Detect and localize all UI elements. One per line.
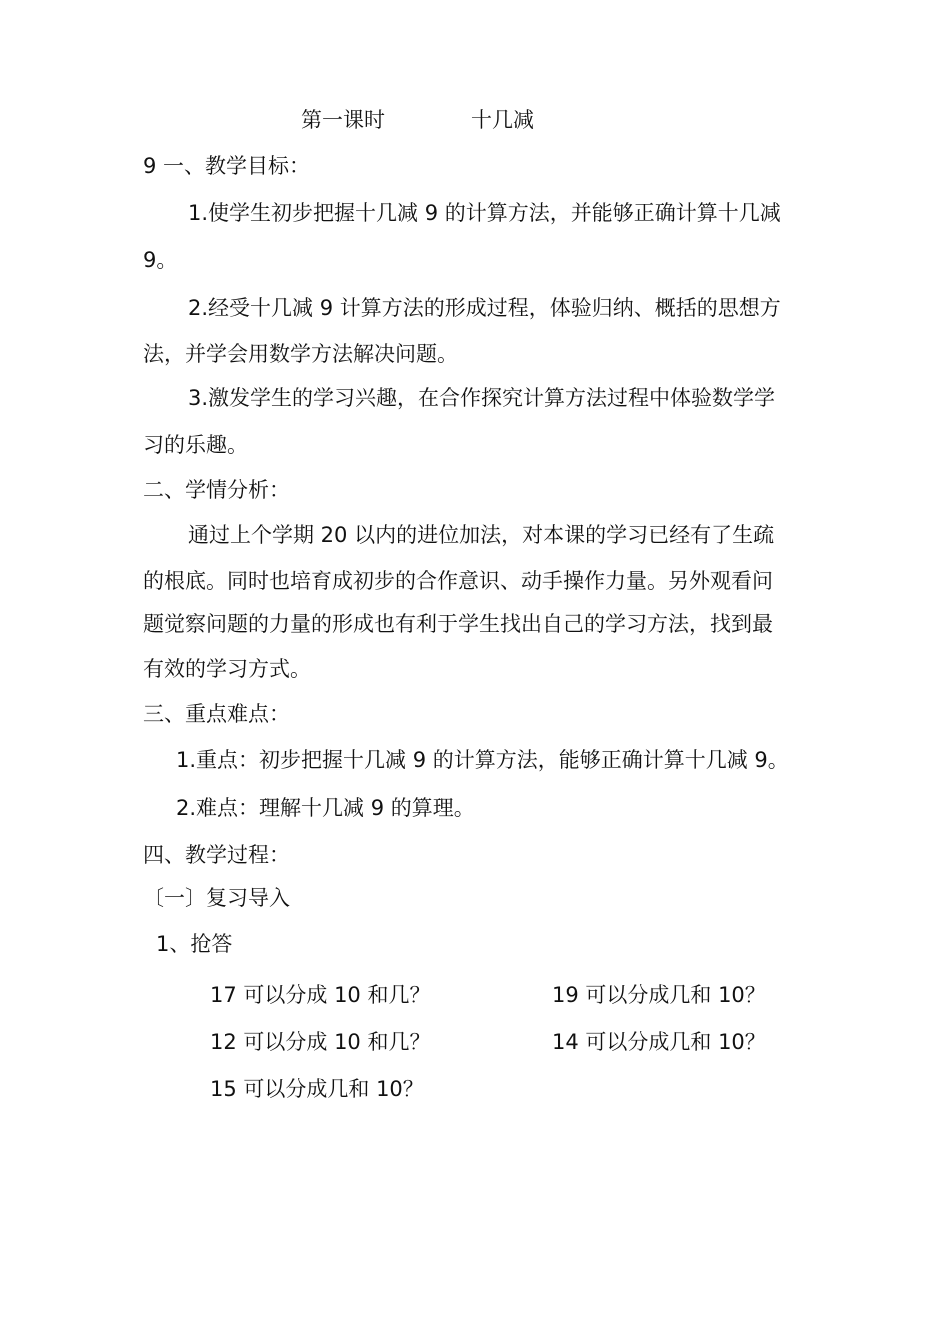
analysis-line4: 有效的学习方式。 xyxy=(143,657,311,681)
question-item: 17 可以分成 10 和几？ xyxy=(210,983,431,1007)
question-item: 12 可以分成 10 和几？ xyxy=(210,1030,431,1054)
section-heading-objectives: 9 一、教学目标： xyxy=(143,154,311,178)
analysis-line2: 的根底。同时也培育成初步的合作意识、动手操作力量。另外观看问 xyxy=(143,569,773,593)
analysis-line1: 通过上个学期 20 以内的进位加法，对本课的学习已经有了生疏 xyxy=(188,523,775,547)
subsection-review: 〔一〕复习导入 xyxy=(143,886,290,910)
objective-1-line1: 1.使学生初步把握十几减 9 的计算方法，并能够正确计算十几减 xyxy=(188,201,781,225)
analysis-line3: 题觉察问题的力量的形成也有利于学生找出自己的学习方法，找到最 xyxy=(143,612,773,636)
review-item-quick-answer: 1、抢答 xyxy=(156,932,233,956)
objective-3-line2: 习的乐趣。 xyxy=(143,433,248,457)
section-heading-analysis: 二、学情分析： xyxy=(143,478,290,502)
difficulty-point: 2.难点：理解十几减 9 的算理。 xyxy=(176,796,475,820)
key-point: 1.重点：初步把握十几减 9 的计算方法，能够正确计算十几减 9。 xyxy=(176,748,789,772)
objective-1-line2: 9。 xyxy=(143,248,178,272)
lesson-title-part2: 十几减 xyxy=(471,108,534,132)
objective-2-line2: 法，并学会用数学方法解决问题。 xyxy=(143,342,458,366)
section-heading-key-points: 三、重点难点： xyxy=(143,702,290,726)
question-item: 15 可以分成几和 10？ xyxy=(210,1077,424,1101)
lesson-title xyxy=(301,106,534,134)
objective-3-line1: 3.激发学生的学习兴趣，在合作探究计算方法过程中体验数学学 xyxy=(188,386,776,410)
lesson-title-part1: 第一课时 xyxy=(301,108,385,132)
question-item: 19 可以分成几和 10？ xyxy=(552,983,766,1007)
section-heading-process: 四、教学过程： xyxy=(143,843,290,867)
question-item: 14 可以分成几和 10？ xyxy=(552,1030,766,1054)
objective-2-line1: 2.经受十几减 9 计算方法的形成过程，体验归纳、概括的思想方 xyxy=(188,296,781,320)
